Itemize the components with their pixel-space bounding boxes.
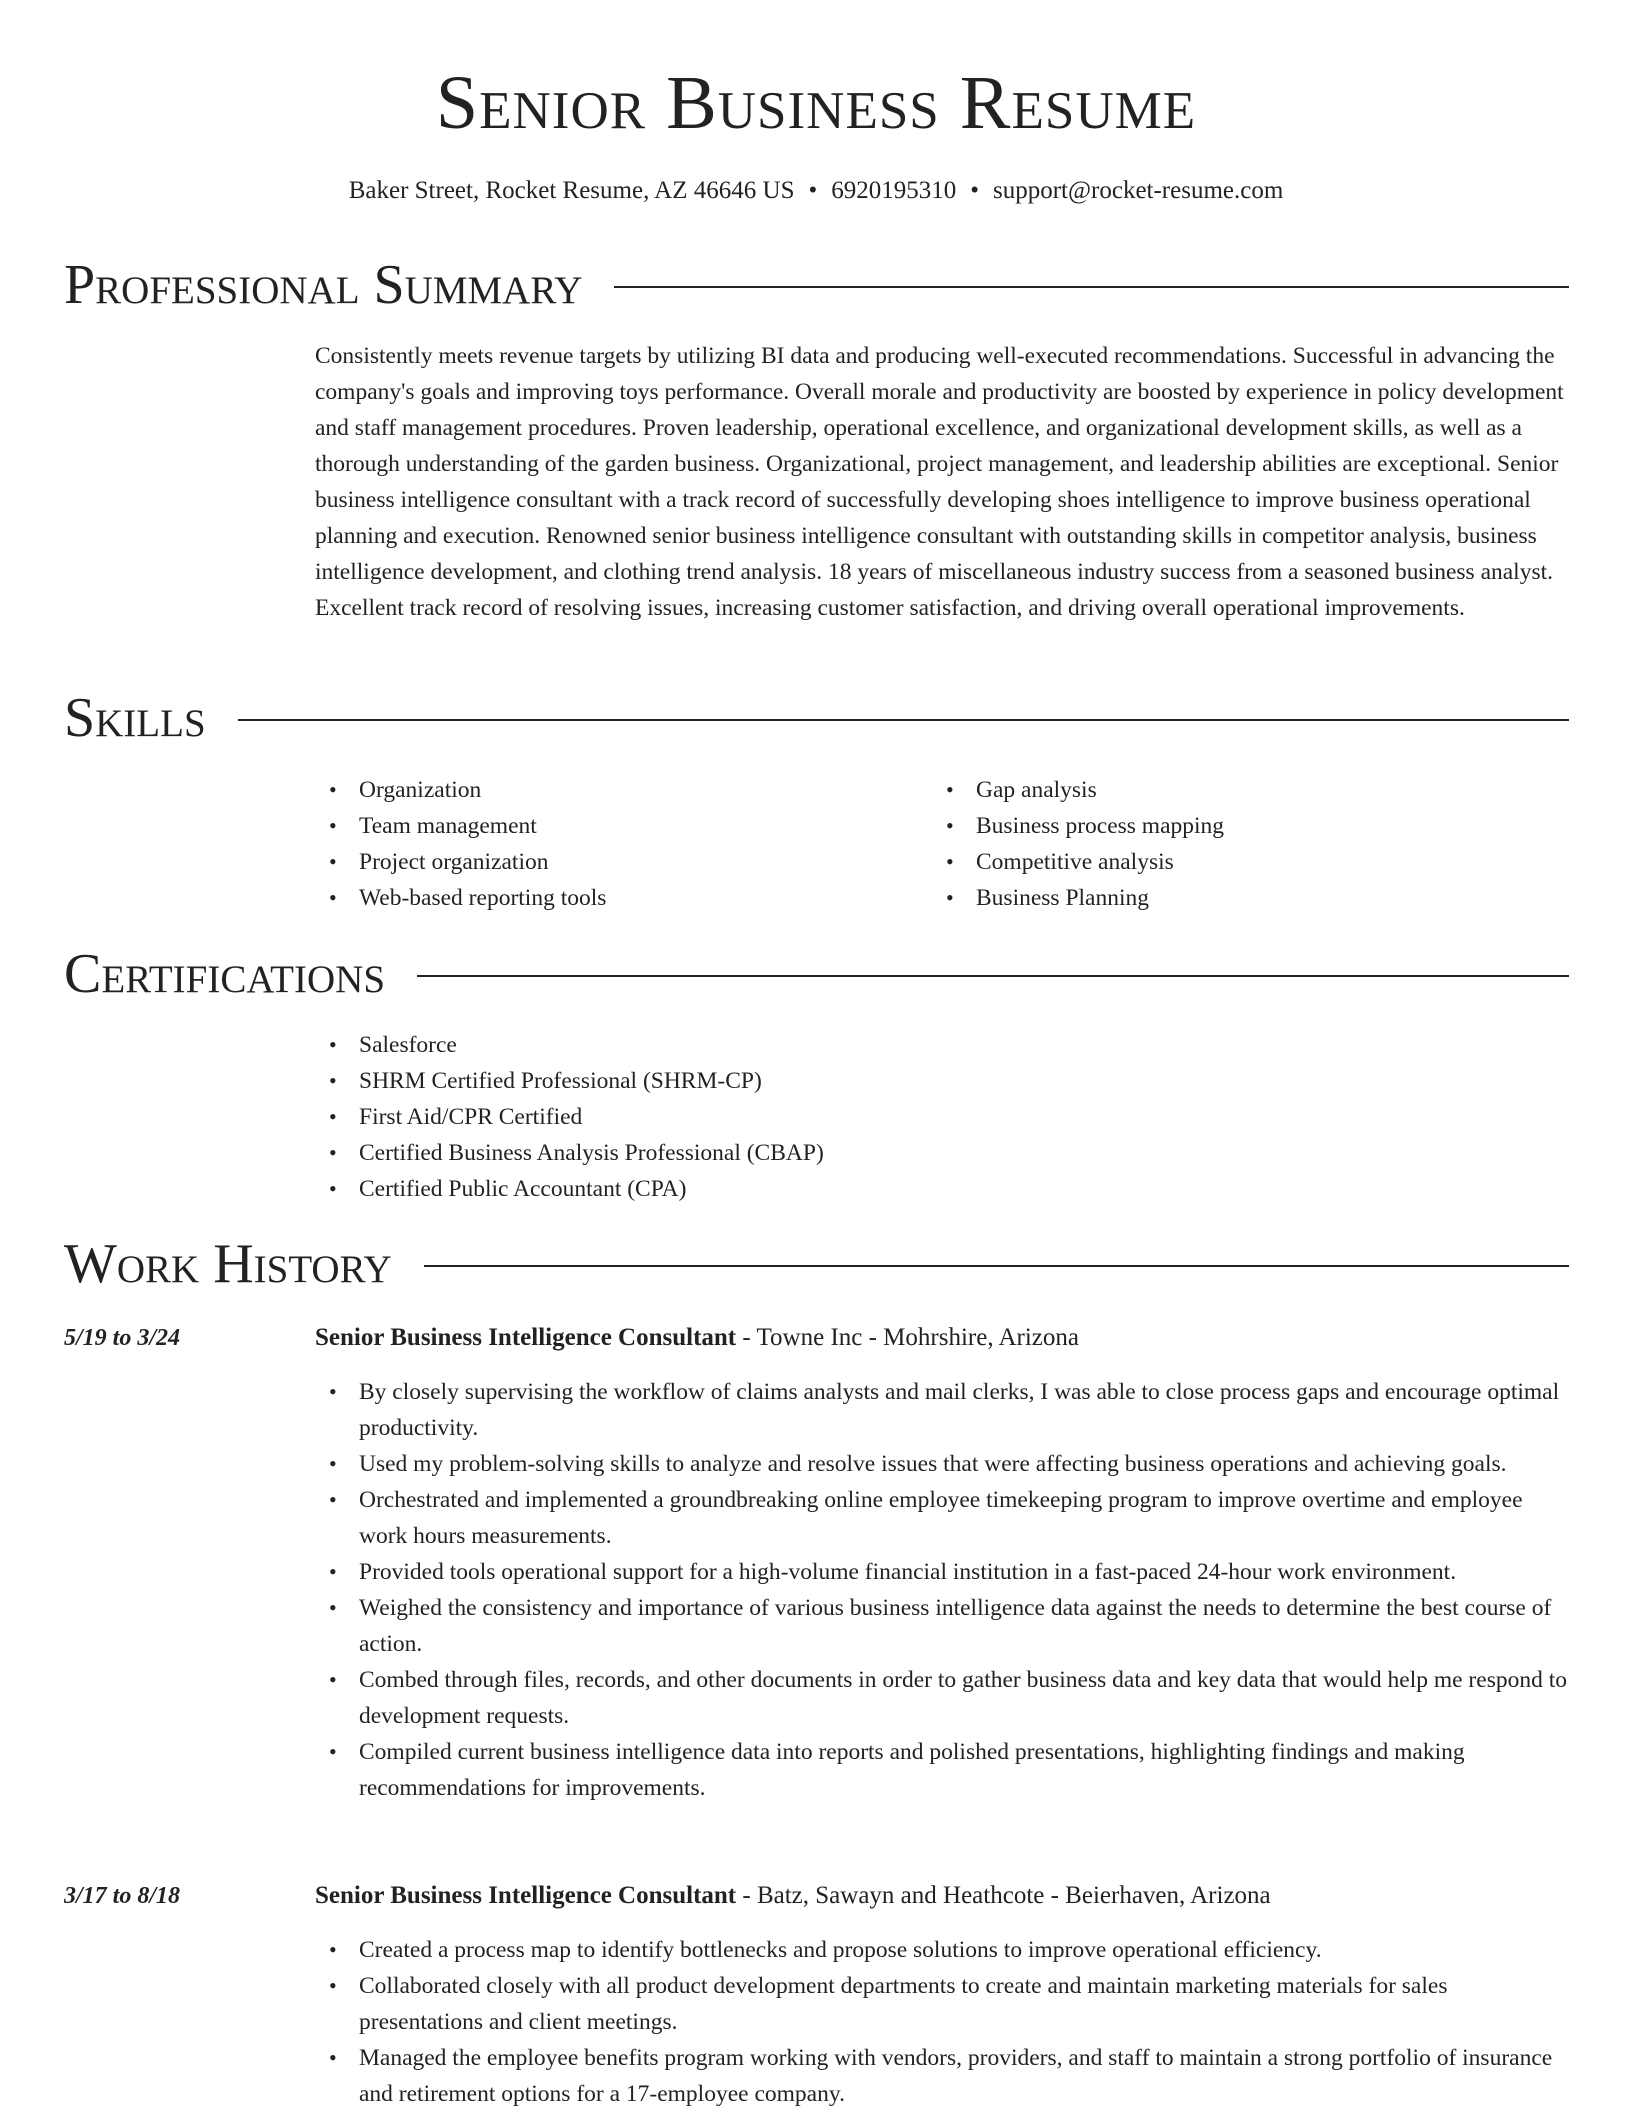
skill-item: • Web-based reporting tools bbox=[315, 880, 915, 916]
skills-list-right bbox=[932, 772, 1532, 916]
job-title-line bbox=[315, 1321, 1570, 1355]
job-dates: 3/17 to 8/18 bbox=[64, 1883, 181, 1909]
job-title-line bbox=[315, 1879, 1570, 1913]
contact-email: support@rocket-resume.com bbox=[993, 177, 1284, 204]
job-title: Senior Business Intelligence Consultant bbox=[315, 1324, 737, 1351]
contact-phone: 6920195310 bbox=[831, 177, 957, 204]
certifications-list bbox=[315, 1027, 1115, 1207]
skill-item: • Team management bbox=[315, 808, 915, 844]
resume-name: Senior Business Resume bbox=[435, 61, 1197, 145]
summary-text: Consistently meets revenue targets by utilizing BI data and producing well-executed recommendations. Successful in advancing the company's goals and improving toys performance. Overall morale and productivity are boosted by experience in policy development and staff management procedures. Proven leadership, operational excellence, and organizational development skills, as well as a thorough understanding of the garden business. Organizational, project management, and leadership abilities are exceptional. Senior business intelligence consultant with a track record of successfully developing shoes intelligence to improve business operational planning and execution. Renowned senior business intelligence consultant with outstanding skills in competitor analysis, business intelligence development, and clothing trend analysis. 18 years of miscellaneous industry success from a seasoned business analyst. Excellent track record of resolving issues, increasing customer satisfaction, and driving overall operational improvements. bbox=[315, 343, 1564, 621]
job-bullet: • Compiled current business intelligence data into reports and polished presentations, highlighting findings and making recommendations for improvements. bbox=[315, 1734, 1570, 1806]
certification-item: • Salesforce bbox=[315, 1027, 1115, 1063]
certification-item: • First Aid/CPR Certified bbox=[315, 1099, 1115, 1135]
certifications-heading: Certifications bbox=[64, 943, 386, 1005]
job-bullet-list bbox=[315, 1374, 1570, 1806]
certifications-section-header bbox=[64, 942, 1569, 1006]
skill-item: • Business process mapping bbox=[932, 808, 1532, 844]
section-divider bbox=[417, 975, 1569, 977]
certification-item: • SHRM Certified Professional (SHRM-CP) bbox=[315, 1063, 1115, 1099]
skills-heading: Skills bbox=[64, 687, 206, 749]
job-bullet: • Weighed the consistency and importance of various business intelligence data against the needs to determine the best course of action. bbox=[315, 1590, 1570, 1662]
skill-item: • Gap analysis bbox=[932, 772, 1532, 808]
section-divider bbox=[424, 1265, 1569, 1267]
section-divider bbox=[614, 286, 1569, 288]
certification-item: • Certified Public Accountant (CPA) bbox=[315, 1171, 1115, 1207]
summary-heading: Professional Summary bbox=[64, 254, 583, 316]
job-bullet: • Used my problem-solving skills to analyze and resolve issues that were affecting business operations and achieving goals. bbox=[315, 1446, 1570, 1482]
job-bullet: • Combed through files, records, and other documents in order to gather business data and key data that would help me respond to development requests. bbox=[315, 1662, 1570, 1734]
job-bullet: • Orchestrated and implemented a groundbreaking online employee timekeeping program to improve overtime and employee work hours measurements. bbox=[315, 1482, 1570, 1554]
job-bullet: • By closely supervising the workflow of claims analysts and mail clerks, I was able to close process gaps and encourage optimal productivity. bbox=[315, 1374, 1570, 1446]
work-history-heading: Work History bbox=[64, 1233, 392, 1295]
job-bullet: • Collaborated closely with all product development departments to create and maintain marketing materials for sales presentations and client meetings. bbox=[315, 1968, 1570, 2040]
skills-section-header bbox=[64, 686, 1569, 750]
contact-separator: • bbox=[970, 177, 979, 204]
contact-line bbox=[0, 174, 1632, 208]
work-history-section-header bbox=[64, 1232, 1569, 1296]
skill-item: • Competitive analysis bbox=[932, 844, 1532, 880]
contact-separator: • bbox=[808, 177, 818, 204]
job-company: - Towne Inc - Mohrshire, Arizona bbox=[736, 1324, 1079, 1351]
job-title: Senior Business Intelligence Consultant bbox=[315, 1882, 737, 1909]
skills-list-left bbox=[315, 772, 915, 916]
skill-item: • Project organization bbox=[315, 844, 915, 880]
summary-section-header bbox=[64, 253, 1569, 317]
job-bullet: • Created a process map to identify bottlenecks and propose solutions to improve operational efficiency. bbox=[315, 1932, 1570, 1968]
certification-item: • Certified Business Analysis Professional (CBAP) bbox=[315, 1135, 1115, 1171]
job-bullet: • Managed the employee benefits program working with vendors, providers, and staff to maintain a strong portfolio of insurance and retirement options for a 17-employee company. bbox=[315, 2040, 1570, 2112]
section-divider bbox=[238, 719, 1569, 721]
job-bullet-list bbox=[315, 1932, 1570, 2112]
job-bullet: • Provided tools operational support for a high-volume financial institution in a fast-paced 24-hour work environment. bbox=[315, 1554, 1570, 1590]
skill-item: • Organization bbox=[315, 772, 915, 808]
job-company: - Batz, Sawayn and Heathcote - Beierhaven, Arizona bbox=[736, 1882, 1271, 1909]
contact-address: Baker Street, Rocket Resume, AZ 46646 US bbox=[348, 177, 795, 204]
skill-item: • Business Planning bbox=[932, 880, 1532, 916]
job-dates: 5/19 to 3/24 bbox=[64, 1325, 181, 1351]
